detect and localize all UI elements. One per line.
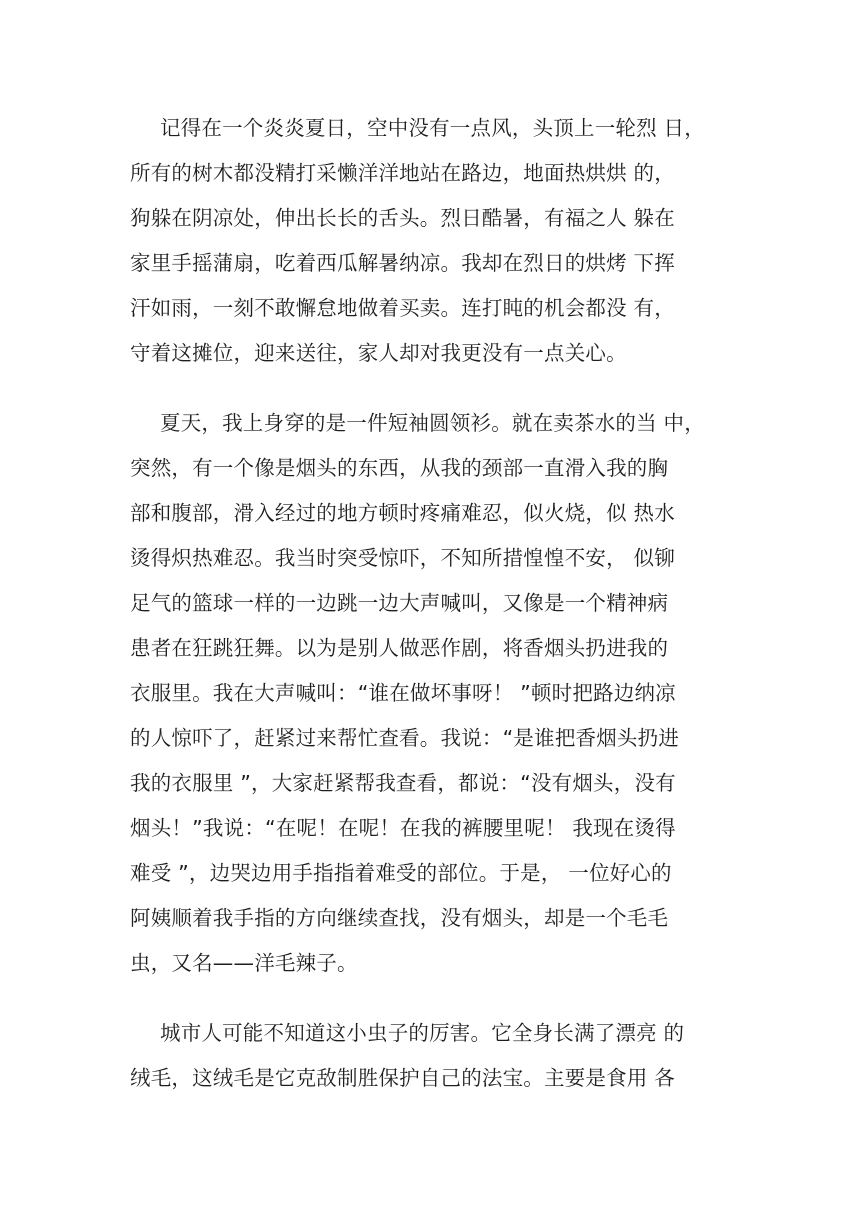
text-line: 记得在一个炎炎夏日，空中没有一点风，头顶上一轮烈 日， xyxy=(160,116,705,140)
text-line: 部和腹部，滑入经过的地方顿时疼痛难忍，似火烧，似 热水 xyxy=(130,501,675,525)
text-line: 难受 ”，边哭边用手指指着难受的部位。于是， 一位好心的 xyxy=(130,861,672,885)
text-line: 患者在狂跳狂舞。以为是别人做恶作剧，将香烟头扔进我的 xyxy=(130,636,669,660)
text-line: 阿姨顺着我手指的方向继续查找，没有烟头，却是一个毛毛 xyxy=(130,906,669,930)
text-line: 绒毛，这绒毛是它克敌制胜保护自己的法宝。主要是食用 各 xyxy=(130,1066,675,1090)
text-line: 汗如雨，一刻不敢懈怠地做着买卖。连打盹的机会都没 有， xyxy=(130,296,675,320)
text-line: 夏天，我上身穿的是一件短袖圆领衫。就在卖茶水的当 中， xyxy=(160,411,705,435)
text-line: 狗躲在阴凉处，伸出长长的舌头。烈日酷暑，有福之人 躲在 xyxy=(130,206,675,230)
text-line: 的人惊吓了，赶紧过来帮忙查看。我说：“是谁把香烟头扔进 xyxy=(130,726,680,750)
text-line: 烫得炽热难忍。我当时突受惊吓，不知所措惶惶不安， 似铆 xyxy=(130,546,675,570)
text-line: 衣服里。我在大声喊叫：“谁在做坏事呀！ ”顿时把路边纳凉 xyxy=(130,681,676,705)
paragraph-3 xyxy=(130,1011,730,1101)
text-line: 突然，有一个像是烟头的东西，从我的颈部一直滑入我的胸 xyxy=(130,456,669,480)
text-line: 城市人可能不知道这小虫子的厉害。它全身长满了漂亮 的 xyxy=(160,1021,685,1045)
text-line: 烟头！”我说：“在呢！在呢！在我的裤腰里呢！ 我现在烫得 xyxy=(130,816,676,840)
paragraph-2 xyxy=(130,401,730,986)
document-body xyxy=(130,106,730,1126)
text-line: 所有的树木都没精打采懒洋洋地站在路边，地面热烘烘 的， xyxy=(130,161,675,185)
paragraph-1 xyxy=(130,106,730,376)
text-line: 虫，又名——洋毛辣子。 xyxy=(130,951,358,975)
text-line: 足气的篮球一样的一边跳一边大声喊叫，又像是一个精神病 xyxy=(130,591,669,615)
text-line: 我的衣服里 ”，大家赶紧帮我查看，都说：“没有烟头，没有 xyxy=(130,771,676,795)
text-line: 守着这摊位，迎来送往，家人却对我更没有一点关心。 xyxy=(130,341,627,365)
text-line: 家里手摇蒲扇，吃着西瓜解暑纳凉。我却在烈日的烘烤 下挥 xyxy=(130,251,675,275)
